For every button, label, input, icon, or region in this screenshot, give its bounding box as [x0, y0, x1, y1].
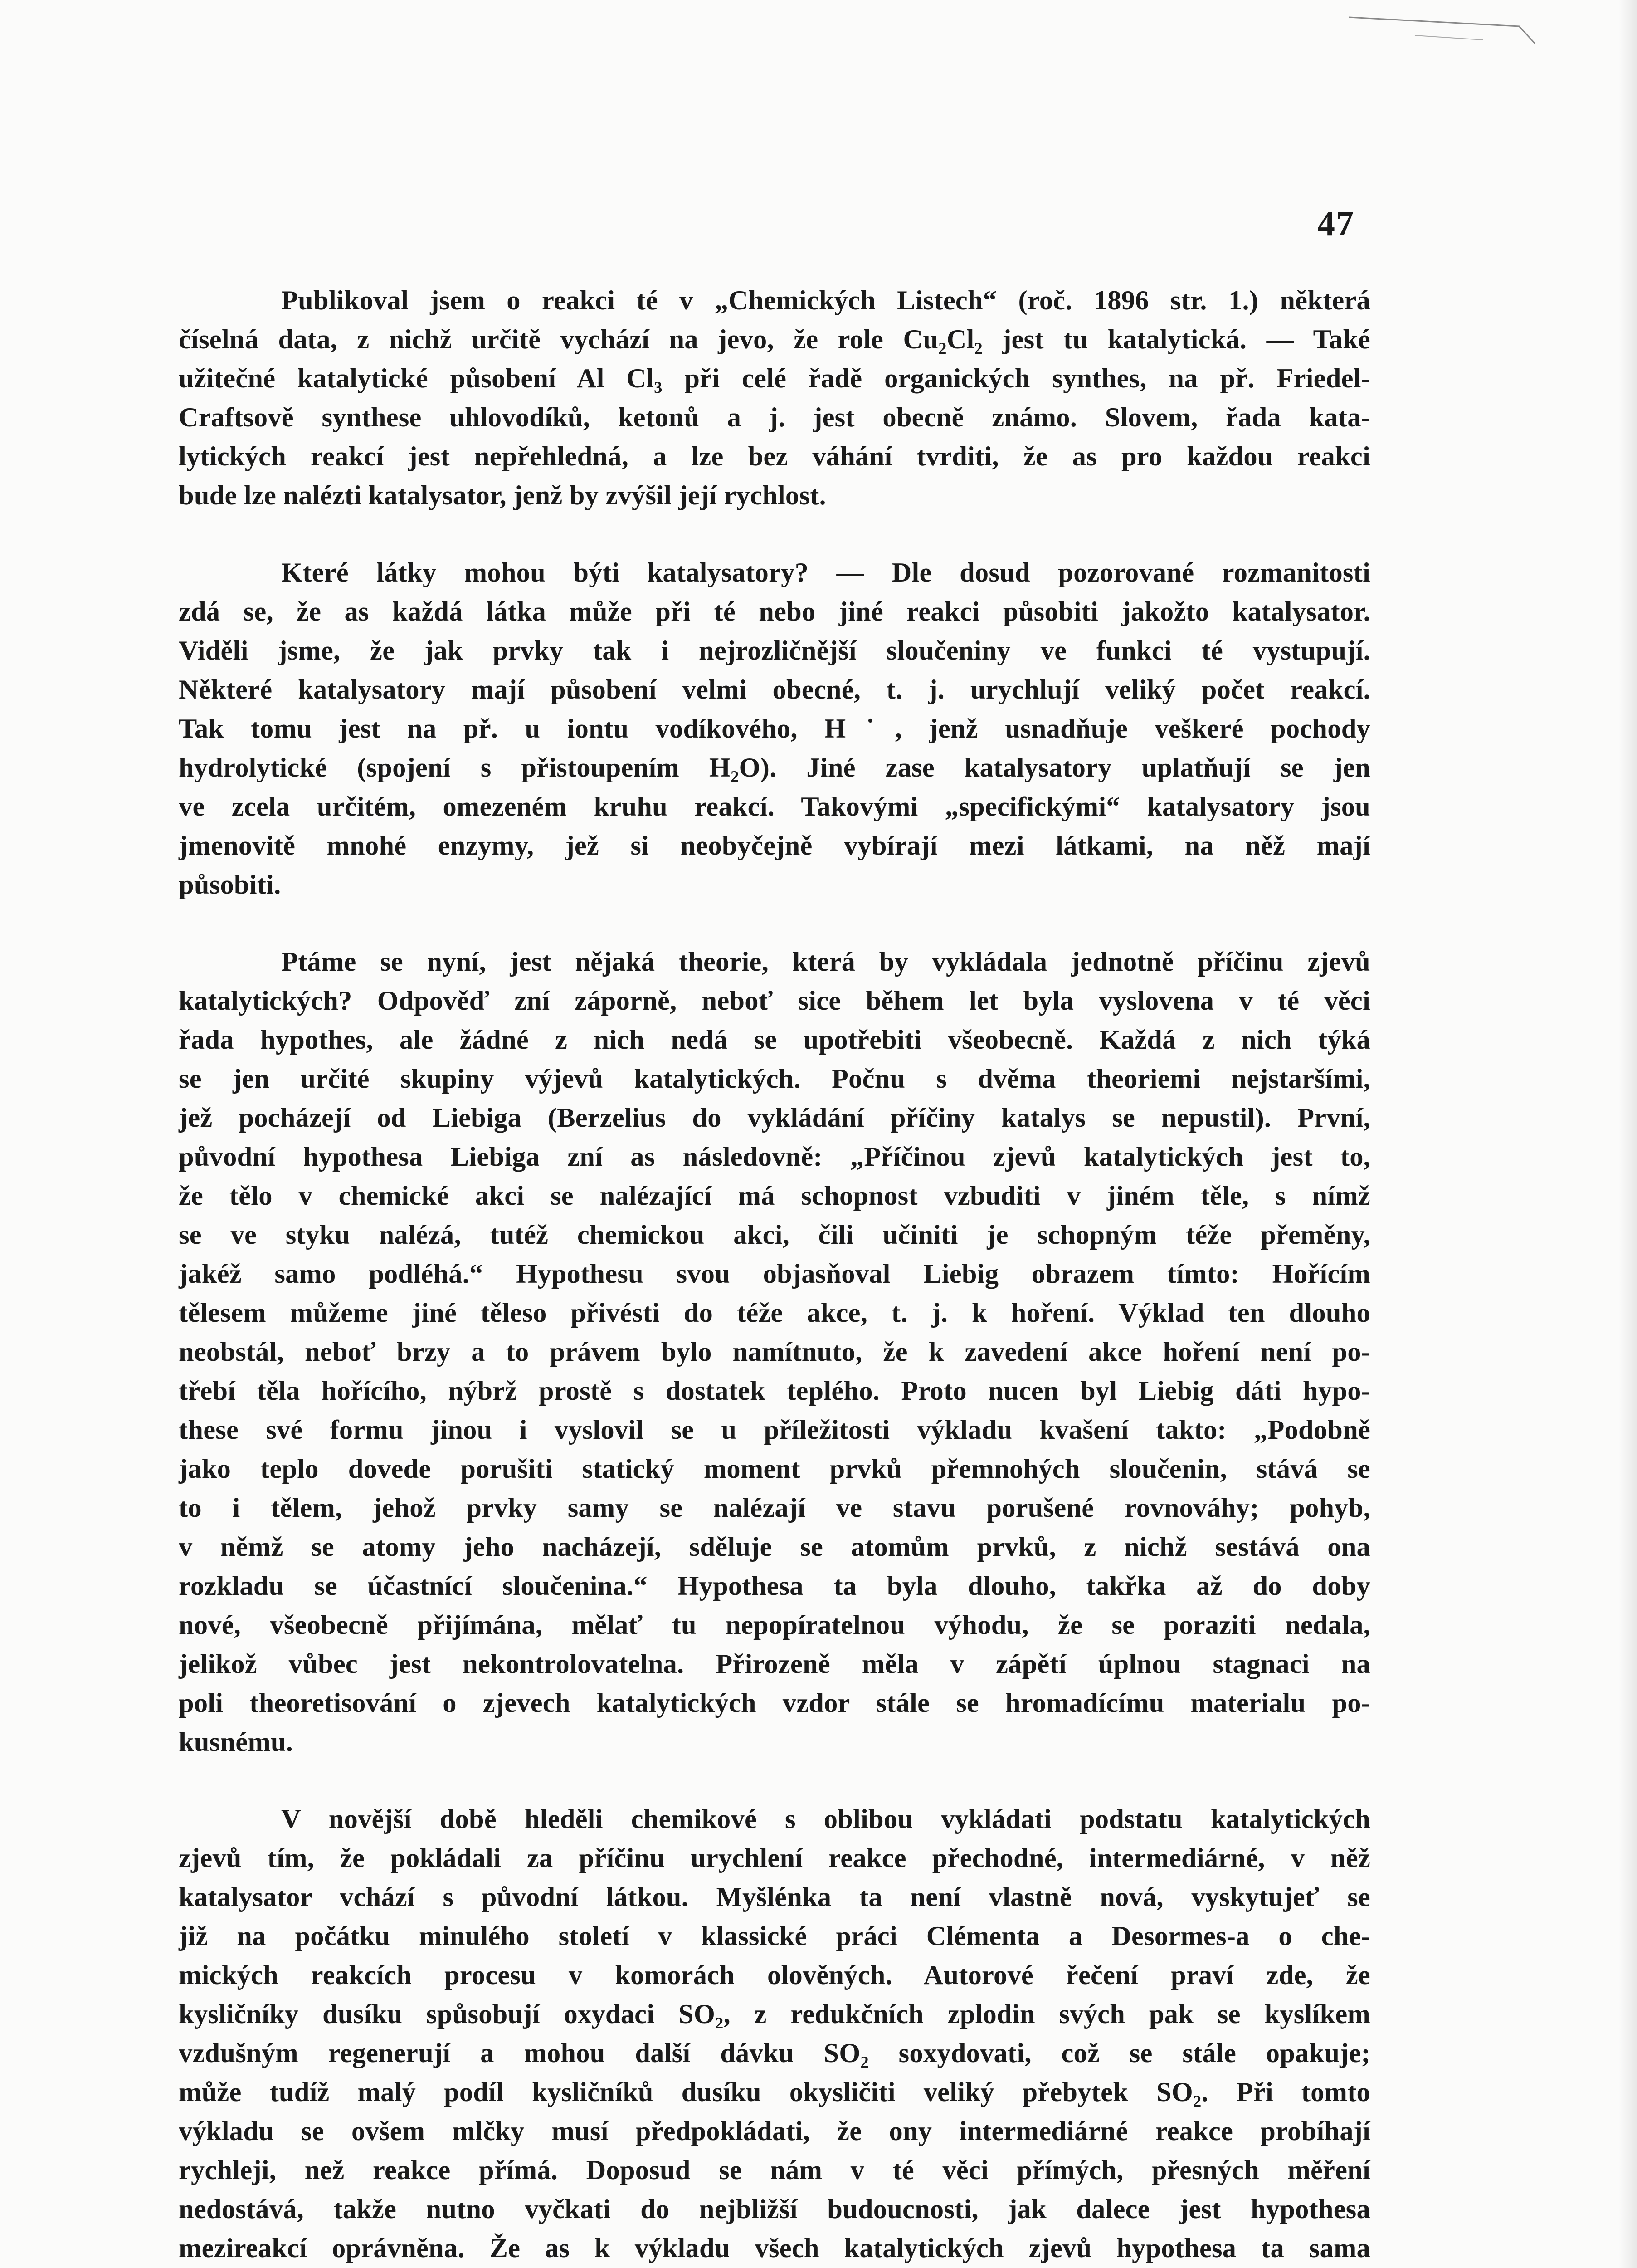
- text-line: zdá se, že as každá látka může při té nebo jiné reakci působiti jakožto katalysator.: [179, 596, 1370, 627]
- text-line: rozkladu se účastnící sloučenina.“ Hypothesa ta byla dlouho, takřka až do doby: [179, 1571, 1370, 1601]
- text-line: může tudíž malý podíl kysličníků dusíku okysličiti veliký přebytek SO₂. Při tomto: [179, 2077, 1370, 2107]
- text-line: jako teplo dovede porušiti statický moment prvků přemnohých sloučenin, stává se: [179, 1454, 1370, 1484]
- text-line: jmenovitě mnohé enzymy, jež si neobyčejně vybírají mezi látkami, na něž mají: [179, 831, 1370, 861]
- text-line: nové, všeobecně přijímána, mělať tu nepopíratelnou výhodu, že se poraziti nedala,: [179, 1610, 1370, 1640]
- text-line: působiti.: [179, 870, 281, 900]
- text-line: bude lze nalézti katalysator, jenž by zvýšil její rychlost.: [179, 480, 826, 511]
- text-line: jelikož vůbec jest nekontrolovatelna. Přirozeně měla v zápětí úplnou stagnaci na: [179, 1649, 1370, 1679]
- text-line: lytických reakcí jest nepřehledná, a lze bez váhání tvrditi, že as pro každou reakci: [179, 441, 1370, 472]
- text-line: se jen určité skupiny výjevů katalytických. Počnu s dvěma theoriemi nejstaršími,: [179, 1064, 1370, 1094]
- text-line: že tělo v chemické akci se nalézající má schopnost vzbuditi v jiném těle, s nímž: [179, 1181, 1370, 1211]
- text-line: výkladu se ovšem mlčky musí předpokládati, že ony intermediárné reakce probíhají: [179, 2116, 1370, 2146]
- text-line: tělesem můžeme jiné těleso přivésti do téže akce, t. j. k hoření. Výklad ten dlouho: [179, 1298, 1370, 1328]
- text-line: katalysator vchází s původní látkou. Myšlénka ta není vlastně nová, vyskytujeť se: [179, 1882, 1370, 1912]
- text-line: kusnému.: [179, 1727, 293, 1757]
- text-line: třebí těla hořícího, nýbrž prostě s dostatek teplého. Proto nucen byl Liebig dáti hypo-: [179, 1376, 1370, 1406]
- page-edge-shadow: [1619, 0, 1637, 2268]
- text-line: původní hypothesa Liebiga zní as následovně: „Příčinou zjevů katalytických jest to,: [179, 1142, 1370, 1172]
- text-line: Některé katalysatory mají působení velmi obecné, t. j. urychlují veliký počet reakcí.: [179, 675, 1370, 705]
- text-line: mických reakcích procesu v komorách olověných. Autorové řečení praví zde, že: [179, 1960, 1370, 1990]
- text-line: jakéž samo podléhá.“ Hypothesu svou objasňoval Liebig obrazem tímto: Hořícím: [179, 1259, 1370, 1289]
- paragraph: [179, 281, 1370, 515]
- text-line: neobstál, neboť brzy a to právem bylo namítnuto, že k zavedení akce hoření není po-: [179, 1337, 1370, 1367]
- text-line: Ptáme se nyní, jest nějaká theorie, která by vykládala jednotně příčinu zjevů: [281, 947, 1370, 977]
- text-line: vzdušným regenerují a mohou další dávku SO₂ soxydovati, což se stále opakuje;: [179, 2038, 1370, 2068]
- text-line: zjevů tím, že pokládali za příčinu urychlení reakce přechodné, intermediárné, v něž: [179, 1843, 1370, 1873]
- text-line: ve zcela určitém, omezeném kruhu reakcí. Takovými „specifickými“ katalysatory jsou: [179, 792, 1370, 822]
- scan-artifact-mark: [1347, 8, 1537, 44]
- text-line: poli theoretisování o zjevech katalytických vzdor stále se hromadícímu materialu po-: [179, 1688, 1370, 1718]
- text-line: rychleji, než reakce přímá. Doposud se nám v té věci přímých, přesných měření: [179, 2155, 1370, 2185]
- text-line: hydrolytické (spojení s přistoupením H₂O). Jiné zase katalysatory uplatňují se jen: [179, 753, 1370, 783]
- text-line: se ve styku nalézá, tutéž chemickou akci, čili učiniti je schopným téže přeměny,: [179, 1220, 1370, 1250]
- text-line: Craftsově synthese uhlovodíků, ketonů a j. jest obecně známo. Slovem, řada kata-: [179, 402, 1370, 433]
- body-text: [179, 281, 1370, 2268]
- text-line: řada hypothes, ale žádné z nich nedá se upotřebiti všeobecně. Každá z nich týká: [179, 1025, 1370, 1055]
- text-line: Viděli jsme, že jak prvky tak i nejrozličnější sloučeniny ve funkci té vystupují.: [179, 635, 1370, 666]
- text-line: nedostává, takže nutno vyčkati do nejbližší budoucnosti, jak dalece jest hypothesa: [179, 2194, 1370, 2224]
- text-line: V novější době hleděli chemikové s oblibou vykládati podstatu katalytických: [281, 1804, 1370, 1834]
- text-line: jež pocházejí od Liebiga (Berzelius do vykládání příčiny katalys se nepustil). První,: [179, 1103, 1370, 1133]
- text-line: Publikoval jsem o reakci té v „Chemických Listech“ (roč. 1896 str. 1.) některá: [281, 285, 1370, 316]
- text-line: these své formu jinou i vyslovil se u příležitosti výkladu kvašení takto: „Podobně: [179, 1415, 1370, 1445]
- text-line: již na počátku minulého století v klassické práci Clémenta a Desormes-a o che-: [179, 1921, 1370, 1951]
- text-line: užitečné katalytické působení Al Cl₃ při celé řadě organických synthes, na př. Friedel-: [179, 363, 1370, 394]
- text-line: katalytických? Odpověď zní záporně, neboť sice během let byla vyslovena v té věci: [179, 986, 1370, 1016]
- text-line: to i tělem, jehož prvky samy se nalézají ve stavu porušené rovnováhy; pohyb,: [179, 1493, 1370, 1523]
- page-number: 47: [1317, 204, 1354, 243]
- paragraph: [179, 1800, 1370, 2268]
- text-line: Které látky mohou býti katalysatory? — Dle dosud pozorované rozmanitosti: [281, 557, 1370, 588]
- text-line: Tak tomu jest na př. u iontu vodíkového, H˙, jenž usnadňuje veškeré pochody: [179, 714, 1370, 744]
- text-line: mezireakcí oprávněna. Že as k výkladu všech katalytických zjevů hypothesa ta sama: [179, 2233, 1370, 2263]
- text-line: v němž se atomy jeho nacházejí, sděluje se atomům prvků, z nichž sestává ona: [179, 1532, 1370, 1562]
- text-line: číselná data, z nichž určitě vychází na jevo, že role Cu₂Cl₂ jest tu katalytická. — Také: [179, 324, 1370, 355]
- text-line: kysličníky dusíku spůsobují oxydaci SO₂, z redukčních zplodin svých pak se kyslíkem: [179, 1999, 1370, 2029]
- paragraph: [179, 943, 1370, 1762]
- paragraph: [179, 553, 1370, 904]
